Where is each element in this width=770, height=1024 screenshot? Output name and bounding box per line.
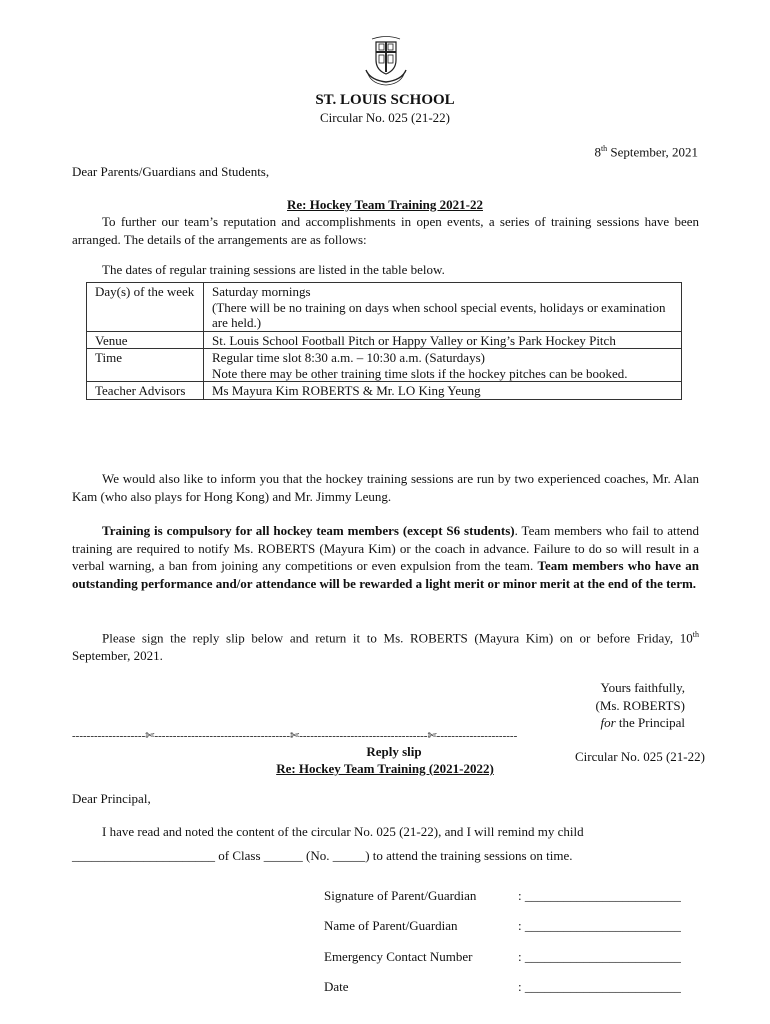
signature-label: Signature of Parent/Guardian [324, 888, 477, 903]
acknowledgement-text: I have read and noted the content of the circular No. 025 (21-22), and I will remind my child ______________________ of Class ______ (No. _____) to attend the training sessions on time. [72, 824, 584, 863]
signature-field[interactable] [324, 888, 704, 904]
reply-subject-title: Re: Hockey Team Training (2021-2022) [276, 761, 494, 776]
table-value-advisors: Ms Mayura Kim ROBERTS & Mr. LO King Yeung [204, 382, 682, 400]
letter-date: 8th September, 2021 [594, 144, 698, 160]
table-row [87, 283, 682, 332]
table-value-days: Saturday mornings (There will be no training on days when school special events, holidays or examination are held.) [204, 283, 682, 332]
table-label-venue: Venue [87, 331, 204, 349]
emergency-contact-label: Emergency Contact Number [324, 949, 473, 964]
reply-circular-number: Circular No. 025 (21-22) [575, 749, 705, 764]
table-label-advisors: Teacher Advisors [87, 382, 204, 400]
intro-paragraph: To further our team’s reputation and accomplishments in open events, a series of training sessions have been arranged. The details of the arrangements are as follows: [72, 214, 699, 247]
table-label-time: Time [87, 349, 204, 382]
subject-title: Re: Hockey Team Training 2021-22 [287, 197, 483, 212]
reply-slip-title: Reply slip [366, 744, 422, 759]
reply-greeting: Dear Principal, [72, 791, 151, 806]
table-row [87, 349, 682, 382]
arrangements-table [86, 282, 682, 400]
return-slip-paragraph: Please sign the reply slip below and return it to Ms. ROBERTS (Mayura Kim) on or before Friday, 10th September, 2021. [72, 630, 699, 663]
date-label: Date [324, 979, 349, 994]
coaches-paragraph: We would also like to inform you that the hockey training sessions are run by two experienced coaches, Mr. Alan Kam (who also plays for Hong Kong) and Mr. Jimmy Leung. [72, 471, 699, 504]
emergency-contact-blank[interactable]: : ________________________ [518, 949, 681, 964]
table-intro: The dates of regular training sessions are listed in the table below. [102, 262, 445, 277]
table-row [87, 331, 682, 349]
school-name: ST. LOUIS SCHOOL [315, 92, 455, 108]
compulsory-paragraph: Training is compulsory for all hockey team members (except S6 students). Team members who fail to attend training are required to notify Ms. ROBERTS (Mayura Kim) or the coach in advance. Failure to do so will result in a verbal warning, a ban from joining any competitions or even expulsion from the team. Team members who have an outstanding performance and/or attendance will be rewarded a light merit or minor merit at the end of the term. [72, 523, 699, 591]
table-value-venue: St. Louis School Football Pitch or Happy Valley or King’s Park Hockey Pitch [204, 331, 682, 349]
cut-line-scissors: --------------------✄-------------------------------------✄-----------------------------------✄---------------------- [72, 730, 518, 742]
school-crest-logo [356, 36, 416, 86]
parent-name-label: Name of Parent/Guardian [324, 918, 458, 933]
parent-name-blank[interactable]: : ________________________ [518, 918, 681, 933]
circular-number: Circular No. 025 (21-22) [320, 110, 450, 125]
date-field[interactable] [324, 979, 704, 995]
letter-greeting: Dear Parents/Guardians and Students, [72, 164, 270, 179]
letter-closing: Yours faithfully, (Ms. ROBERTS) for the Principal [595, 680, 685, 730]
signature-blank[interactable]: : ________________________ [518, 888, 681, 903]
table-row [87, 382, 682, 400]
emergency-contact-field[interactable] [324, 949, 704, 965]
table-label-days: Day(s) of the week [87, 283, 204, 332]
parent-name-field[interactable] [324, 918, 704, 934]
date-blank[interactable]: : ________________________ [518, 979, 681, 994]
table-value-time: Regular time slot 8:30 a.m. – 10:30 a.m. (Saturdays) Note there may be other training time slots if the hockey pitches can be booked. [204, 349, 682, 382]
